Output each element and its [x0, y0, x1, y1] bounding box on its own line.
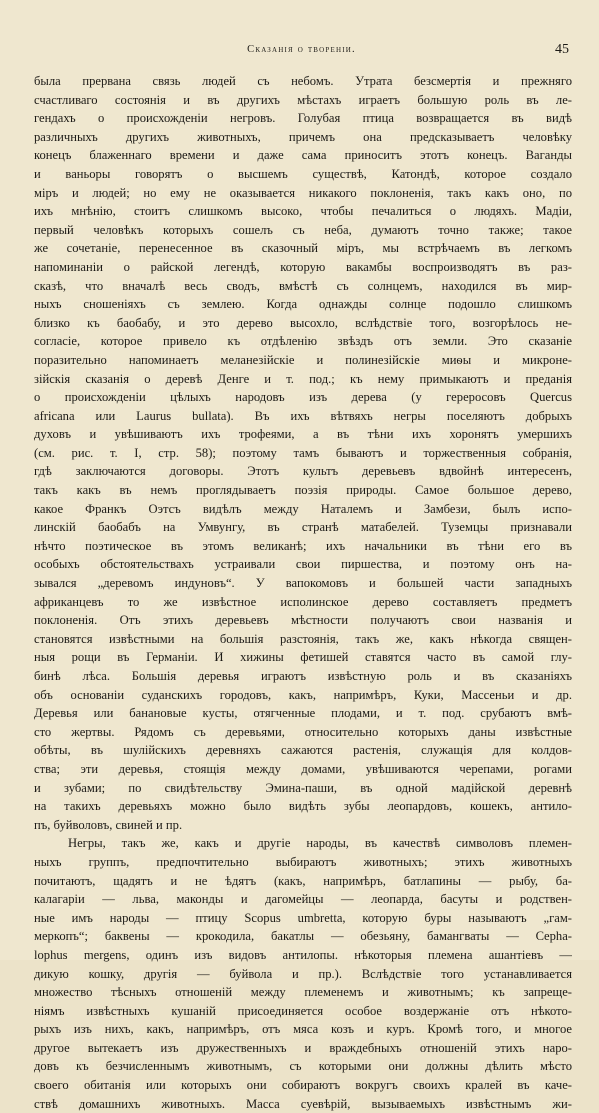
text-line: конецъ блаженнаго времени и даже сама приноситъ этотъ конецъ. Ваганды [34, 148, 572, 163]
text-line: почитаютъ, щадятъ и не ѣдятъ (какъ, напримѣръ, батлапины — рыбу, ба- [34, 873, 572, 888]
page-number: 45 [555, 42, 569, 57]
text-line: множество тѣсныхъ отношеній между племенемъ и животнымъ; къ запреще- [34, 985, 572, 1000]
text-line: своего обитанія или которыхъ они собираютъ вокругъ своихъ кралей въ каче- [34, 1078, 572, 1093]
text-line: поклоненія. Отъ этихъ деревьевъ мѣстности получаютъ свои названія и [34, 613, 572, 628]
text-line: особыхъ обстоятельствахъ устраивали свои пиршества, и поэтому онъ на- [34, 557, 572, 572]
text-line: ства; эти деревья, стоящія между домами, увѣшиваются черепами, рогами [34, 761, 572, 776]
text-line: объ основаніи суданскихъ городовъ, какъ, напримѣръ, Куки, Массеньи и др. [34, 687, 572, 702]
text-line: обѣты, въ шулійскихъ деревняхъ сажаются растенія, служащія для колдов- [34, 743, 572, 758]
text-line: гдѣ заключаются договоры. Этотъ культъ деревьевъ вдвойнѣ интересенъ, [34, 464, 572, 479]
text-line: близко къ баобабу, и это дерево высохло, вслѣдствіе того, возгорѣлось не- [34, 315, 572, 330]
text-line: Деревья или банановые кусты, отягченные плодами, и т. под. срубаютъ вмѣ- [34, 706, 572, 721]
text-line: ные имъ народы — птицу Scopus umbretta, которую буры называютъ „гам- [34, 910, 572, 925]
running-title: Сказанія о твореніи. [247, 44, 356, 55]
text-line: различныхъ другихъ животныхъ, причемъ она предсказываетъ человѣку [34, 129, 572, 144]
text-line: на такихъ деревьяхъ можно было видѣть зубы леопардовъ, кошекъ, антило- [34, 799, 572, 814]
text-line: рыхъ изъ нихъ, какъ, напримѣръ, отъ мяса козъ и куръ. Кромѣ того, и многое [34, 1022, 572, 1037]
text-line: зывался „деревомъ индуновъ“. У вапокомовъ и большей части западныхъ [34, 576, 572, 591]
text-line: о происхожденіи цѣлыхъ народовъ изъ дерева (у гереросовъ Quercus [34, 390, 572, 405]
text-line: африканцевъ то же извѣстное исполинское дерево составляетъ предметъ [34, 594, 572, 609]
text-line: меркопъ“; баквены — крокодила, бакатлы — обезьяну, бамангваты — Cepha- [34, 929, 572, 944]
text-line: зійскія сказанія о деревѣ Денге и т. под.; къ нему примыкаютъ и преданія [34, 371, 572, 386]
text-line: гендахъ о происхожденіи негровъ. Голубая птица возвращается въ видѣ [34, 111, 572, 126]
text-line: міръ и людей; но ему не оказывается никакого поклоненія, такъ какъ оно, по [34, 185, 572, 200]
text-line: духовъ и увѣшиваютъ ихъ трофеями, а въ тѣни ихъ хоронятъ умершихъ [34, 427, 572, 442]
text-line: africana или Laurus bullata). Въ ихъ вѣтвяхъ негры поселяютъ добрыхъ [34, 408, 572, 423]
text-line: ныхъ сношеніяхъ съ землею. Когда однажды солнце подошло слишкомъ [34, 297, 572, 312]
text-line: напоминаніи о райской легендѣ, которую вакамбы воспроизводятъ въ раз- [34, 259, 572, 274]
text-line: (см. рис. т. I, стр. 58); поэтому тамъ бываютъ и торжественныя собранія, [34, 445, 572, 460]
text-line: становятся извѣстными на большія разстоянія, такъ же, какъ нѣкогда священ- [34, 631, 572, 646]
text-line: и ваньоры говорятъ о высшемъ существѣ, Катондѣ, которое создало [34, 166, 572, 181]
text-line: же сочетаніе, перенесенное въ сказочный міръ, мы встрѣчаемъ въ легкомъ [34, 241, 572, 256]
page-header [34, 44, 569, 62]
text-line: довъ къ безчисленнымъ животнымъ, съ которыми они должны дѣлить мѣсто [34, 1059, 572, 1074]
text-line: lophus mergens, одинъ изъ видовъ антилопы. нѣкоторыя племена ашантіевъ — [34, 947, 572, 962]
text-line: была прервана связь людей съ небомъ. Утрата безсмертія и прежняго [34, 74, 572, 88]
text-line: ніямъ извѣстныхъ кушаній присоединяется особое воздержаніе отъ нѣкото- [34, 1003, 572, 1018]
text-line: нѣчто поэтическое въ этомъ великанѣ; ихъ начальники въ тѣни его въ [34, 538, 572, 553]
text-line: ныхъ группъ, предпочтительно выбираютъ животныхъ; этихъ животныхъ [34, 854, 572, 869]
text-line: счастливаго состоянія и въ другихъ мѣстахъ играетъ большую роль въ ле- [34, 92, 572, 107]
text-line: линскій баобабъ на Умвунгу, въ странѣ матабелей. Туземцы признавали [34, 520, 572, 535]
text-line: дикую кошку, другія — буйвола и пр.). Вслѣдствіе того устанавливается [34, 966, 572, 981]
text-line: такъ какъ въ немъ проглядываетъ поэзія природы. Самое большое дерево, [34, 483, 572, 498]
text-line: и зубами; по свидѣтельству Эмина-паши, въ одной мадійской деревнѣ [34, 780, 572, 795]
text-line: ныя рощи въ Германіи. И хижины фетишей ставятся часто въ самой глу- [34, 650, 572, 665]
text-line: другое вытекаетъ изъ дружественныхъ и враждебныхъ отношеній этихъ наро- [34, 1040, 572, 1055]
text-line: ихъ мнѣнію, стоитъ слишкомъ высоко, чтобы печалиться о людяхъ. Мадіи, [34, 204, 572, 219]
text-line: Негры, такъ же, какъ и другіе народы, въ качествѣ символовъ племен- [68, 836, 572, 851]
text-line: поразительно напоминаетъ меланезійскіе и полинезійскіе миѳы и микроне- [34, 352, 572, 367]
text-line: первый человѣкъ которыхъ сошелъ съ неба, думаютъ точно также; такое [34, 222, 572, 237]
text-line: сказѣ, что вначалѣ весь сводъ, вмѣстѣ съ солнцемъ, находился въ мир- [34, 278, 572, 293]
text-line: ствѣ домашнихъ животныхъ. Масса суевѣрій, вызываемыхъ извѣстнымъ жи- [34, 1096, 572, 1111]
page-body [34, 72, 572, 1113]
text-line: бинѣ лѣса. Большія деревья играютъ извѣстную роль и въ сказаніяхъ [34, 669, 572, 683]
text-line: сто жертвы. Рядомъ съ деревьями, относительно которыхъ даны извѣстные [34, 724, 572, 739]
text-line: согласіе, которое привело къ отдѣленію звѣздъ отъ земли. Это сказаніе [34, 334, 572, 349]
text-line: калагаріи — льва, маконды и дагомейцы — леопарда, басуты и родствен- [34, 892, 572, 907]
text-line: пъ, буйволовъ, свиней и пр. [34, 817, 183, 832]
text-line: какое Франкъ Оэтсъ видѣлъ между Наталемъ и Замбези, былъ испо- [34, 501, 572, 516]
